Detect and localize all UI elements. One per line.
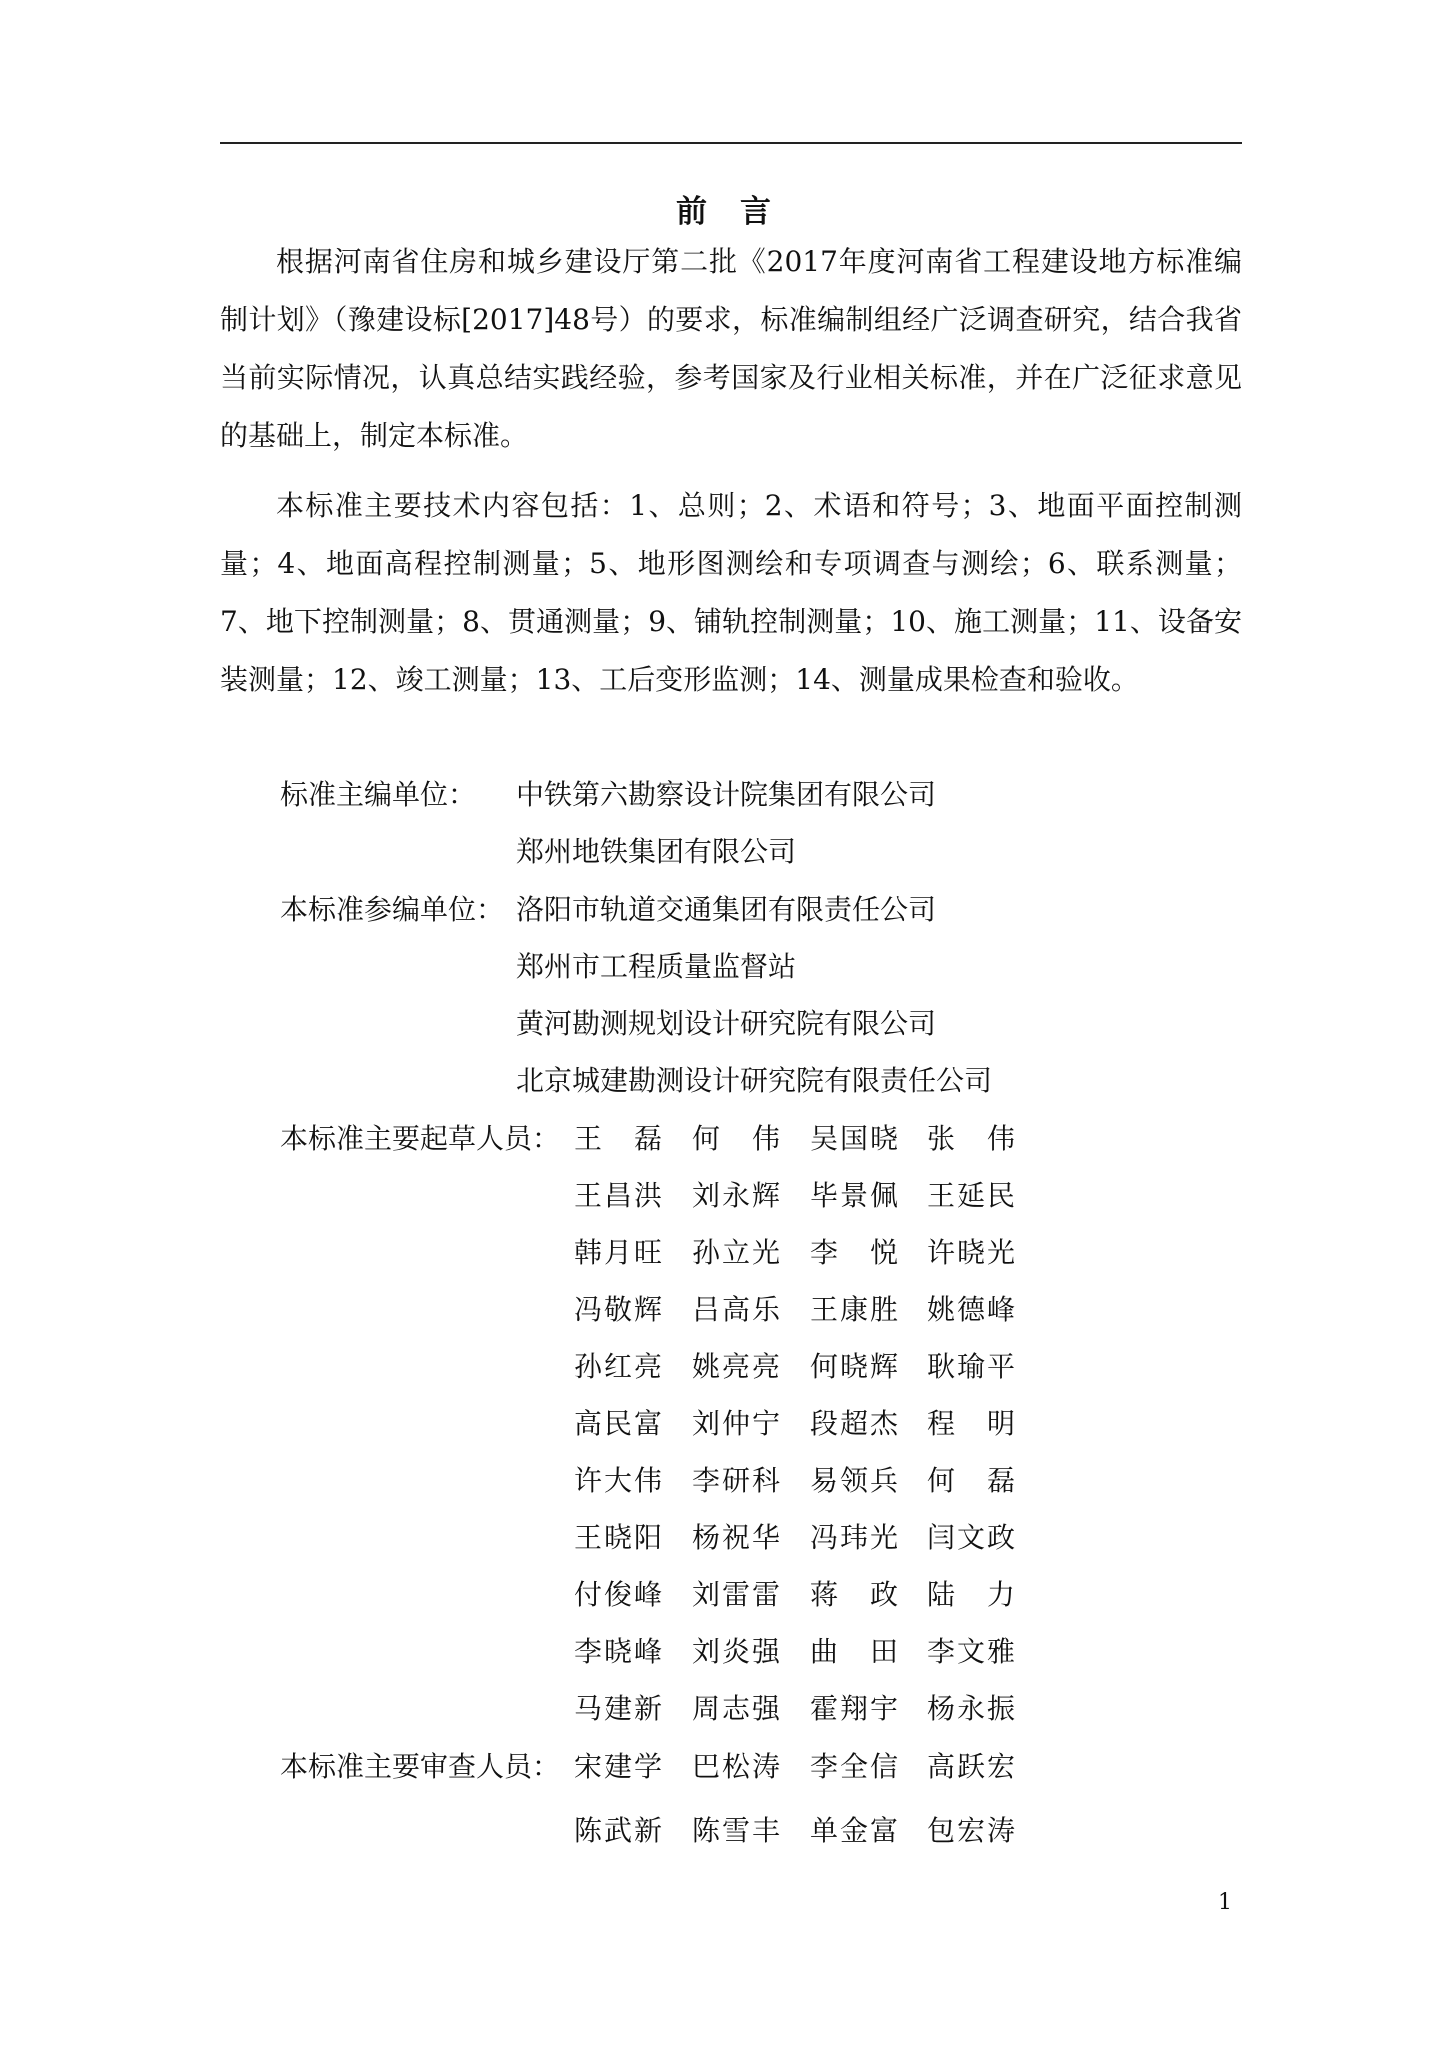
person-name: 高民富	[574, 1407, 662, 1440]
person-name: 段超杰	[810, 1407, 898, 1440]
person-name: 王晓阳	[574, 1521, 662, 1554]
person-name: 张伟	[927, 1122, 1015, 1155]
page-number: 1	[1218, 1890, 1232, 1915]
person-name: 姚德峰	[927, 1293, 1015, 1326]
person-name: 何磊	[927, 1464, 1015, 1497]
person-name: 毕景佩	[810, 1179, 898, 1212]
person-name: 霍翔宇	[810, 1692, 898, 1725]
person-name: 刘雷雷	[692, 1578, 780, 1611]
chief-unit-2: 郑州地铁集团有限公司	[516, 835, 797, 868]
person-name: 韩月旺	[574, 1236, 662, 1269]
person-name: 何伟	[692, 1122, 780, 1155]
person-name: 吴国晓	[810, 1122, 898, 1155]
preface-paragraph-1: 根据河南省住房和城乡建设厅第二批《2017年度河南省工程建设地方标准编制计划》（豫建设标[2017]48号）的要求，标准编制组经广泛调查研究，结合我省当前实际情况，认真总结实践经验，参考国家及行业相关标准，并在广泛征求意见的基础上，制定本标准。	[220, 245, 1242, 452]
person-name: 单金富	[810, 1814, 898, 1847]
person-name: 周志强	[692, 1692, 780, 1725]
person-name: 冯敬辉	[574, 1293, 662, 1326]
reviewers-label: 本标准主要审查人员：	[280, 1750, 561, 1783]
person-name: 冯玮光	[810, 1521, 898, 1554]
preface-paragraph-2: 本标准主要技术内容包括：1、总则；2、术语和符号；3、地面平面控制测量；4、地面高程控制测量；5、地形图测绘和专项调查与测绘；6、联系测量；7、地下控制测量；8、贯通测量；9、铺轨控制测量；10、施工测量；11、设备安装测量；12、竣工测量；13、工后变形监测；14、测量成果检查和验收。	[220, 489, 1242, 696]
person-name: 姚亮亮	[692, 1350, 780, 1383]
person-name: 李全信	[810, 1750, 898, 1783]
participating-unit-2: 郑州市工程质量监督站	[516, 950, 797, 983]
chief-unit-1: 中铁第六勘察设计院集团有限公司	[516, 778, 937, 811]
person-name: 刘仲宁	[692, 1407, 780, 1440]
person-name: 许晓光	[927, 1236, 1015, 1269]
person-name: 王康胜	[810, 1293, 898, 1326]
person-name: 陈雪丰	[692, 1814, 780, 1847]
participating-unit-1: 洛阳市轨道交通集团有限责任公司	[516, 893, 937, 926]
person-name: 耿瑜平	[927, 1350, 1015, 1383]
participating-units-label: 本标准参编单位：	[280, 893, 505, 926]
participating-unit-3: 黄河勘测规划设计研究院有限公司	[516, 1007, 937, 1040]
person-name: 李研科	[692, 1464, 780, 1497]
person-name: 王磊	[574, 1122, 662, 1155]
person-name: 陆力	[927, 1578, 1015, 1611]
person-name: 易领兵	[810, 1464, 898, 1497]
person-name: 曲田	[810, 1635, 898, 1668]
person-name: 巴松涛	[692, 1750, 780, 1783]
person-name: 王昌洪	[574, 1179, 662, 1212]
person-name: 杨祝华	[692, 1521, 780, 1554]
person-name: 李文雅	[927, 1635, 1015, 1668]
person-name: 杨永振	[927, 1692, 1015, 1725]
person-name: 高跃宏	[927, 1750, 1015, 1783]
person-name: 包宏涛	[927, 1814, 1015, 1847]
person-name: 孙红亮	[574, 1350, 662, 1383]
person-name: 刘永辉	[692, 1179, 780, 1212]
person-name: 付俊峰	[574, 1578, 662, 1611]
header-rule	[220, 142, 1242, 144]
page-title: 前 言	[676, 194, 772, 230]
person-name: 马建新	[574, 1692, 662, 1725]
person-name: 王延民	[927, 1179, 1015, 1212]
drafters-label: 本标准主要起草人员：	[280, 1122, 561, 1155]
chief-units-label: 标准主编单位：	[280, 778, 477, 811]
person-name: 孙立光	[692, 1236, 780, 1269]
person-name: 许大伟	[574, 1464, 662, 1497]
person-name: 宋建学	[574, 1750, 662, 1783]
person-name: 李悦	[810, 1236, 898, 1269]
person-name: 蒋政	[810, 1578, 898, 1611]
participating-unit-4: 北京城建勘测设计研究院有限责任公司	[516, 1064, 993, 1097]
person-name: 程明	[927, 1407, 1015, 1440]
person-name: 吕高乐	[692, 1293, 780, 1326]
person-name: 刘炎强	[692, 1635, 780, 1668]
person-name: 陈武新	[574, 1814, 662, 1847]
person-name: 李晓峰	[574, 1635, 662, 1668]
person-name: 何晓辉	[810, 1350, 898, 1383]
person-name: 闫文政	[927, 1521, 1015, 1554]
